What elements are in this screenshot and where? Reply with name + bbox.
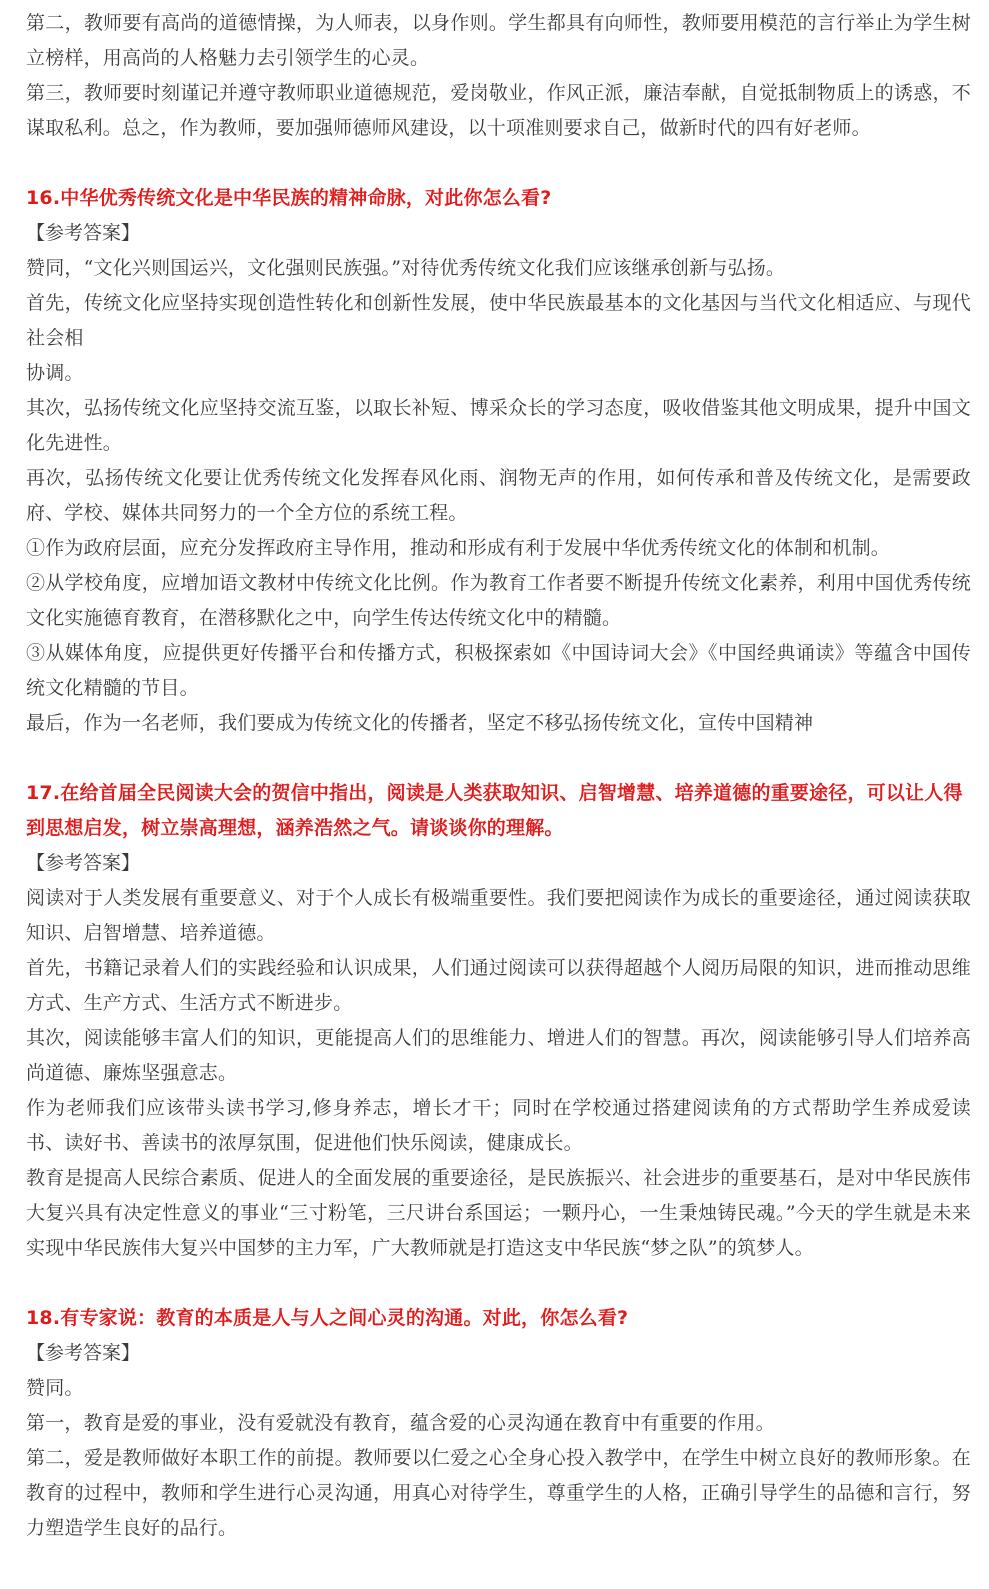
section-gap	[26, 741, 971, 776]
answer-paragraph: 第一，教育是爱的事业，没有爱就没有教育，蕴含爱的心灵沟通在教育中有重要的作用。	[26, 1412, 775, 1434]
section-gap	[26, 146, 971, 181]
answer-paragraph: 最后，作为一名老师，我们要成为传统文化的传播者，坚定不移弘扬传统文化，宣传中国精神	[26, 712, 814, 734]
section-16	[26, 181, 971, 741]
question-title: 17.在给首届全民阅读大会的贺信中指出，阅读是人类获取知识、启智增慧、培养道德的重要途径，可以让人得到思想启发，树立崇高理想，涵养浩然之气。请谈谈你的理解。	[26, 782, 963, 839]
answer-paragraph: 作为老师我们应该带头读书学习,修身养志，增长才干；同时在学校通过搭建阅读角的方式帮助学生养成爱读书、读好书、善读书的浓厚氛围，促进他们快乐阅读，健康成长。	[26, 1097, 971, 1154]
answer-paragraph: ②从学校角度，应增加语文教材中传统文化比例。作为教育工作者要不断提升传统文化素养，利用中国优秀传统文化实施德育教育，在潜移默化之中，向学生传达传统文化中的精髓。	[26, 572, 971, 629]
answer-paragraph: 第二，爱是教师做好本职工作的前提。教师要以仁爱之心全身心投入教学中，在学生中树立良好的教师形象。在教育的过程中，教师和学生进行心灵沟通，用真心对待学生，尊重学生的人格，正确引导学生的品德和言行，努力塑造学生良好的品行。	[26, 1447, 971, 1539]
answer-paragraph: ③从媒体角度，应提供更好传播平台和传播方式，积极探索如《中国诗词大会》《中国经典诵读》等蕴含中国传统文化精髓的节目。	[26, 642, 971, 699]
answer-label: 【参考答案】	[26, 852, 141, 874]
intro-paragraph: 第二，教师要有高尚的道德情操，为人师表，以身作则。学生都具有向师性，教师要用模范的言行举止为学生树立榜样，用高尚的人格魅力去引领学生的心灵。	[26, 12, 971, 69]
answer-paragraph: 赞同，“文化兴则国运兴，文化强则民族强。”对待优秀传统文化我们应该继承创新与弘扬。	[26, 257, 786, 279]
question-title: 18.有专家说：教育的本质是人与人之间心灵的沟通。对此，你怎么看?	[26, 1307, 629, 1329]
question-title: 16.中华优秀传统文化是中华民族的精神命脉，对此你怎么看?	[26, 187, 552, 209]
answer-paragraph: 协调。	[26, 362, 84, 384]
answer-paragraph: ①作为政府层面，应充分发挥政府主导作用，推动和形成有利于发展中华优秀传统文化的体制和机制。	[26, 537, 891, 559]
answer-paragraph: 其次，弘扬传统文化应坚持交流互鉴，以取长补短、博采众长的学习态度，吸收借鉴其他文明成果，提升中国文化先进性。	[26, 397, 971, 454]
section-18	[26, 1301, 971, 1546]
answer-paragraph: 再次，弘扬传统文化要让优秀传统文化发挥春风化雨、润物无声的作用，如何传承和普及传统文化，是需要政府、学校、媒体共同努力的一个全方位的系统工程。	[26, 467, 971, 524]
answer-paragraph: 首先，传统文化应坚持实现创造性转化和创新性发展，使中华民族最基本的文化基因与当代文化相适应、与现代社会相	[26, 292, 971, 349]
answer-label: 【参考答案】	[26, 222, 141, 244]
answer-paragraph: 教育是提高人民综合素质、促进人的全面发展的重要途径，是民族振兴、社会进步的重要基石，是对中华民族伟大复兴具有决定性意义的事业“三寸粉笔，三尺讲台系国运；一颗丹心，一生秉烛铸民魂。”今天的学生就是未来实现中华民族伟大复兴中国梦的主力军，广大教师就是打造这支中华民族“梦之队”的筑梦人。	[26, 1167, 971, 1259]
answer-paragraph: 阅读对于人类发展有重要意义、对于个人成长有极端重要性。我们要把阅读作为成长的重要途径，通过阅读获取知识、启智增慧、培养道德。	[26, 887, 971, 944]
answer-paragraph: 其次，阅读能够丰富人们的知识，更能提高人们的思维能力、增进人们的智慧。再次，阅读能够引导人们培养高尚道德、廉炼坚强意志。	[26, 1027, 971, 1084]
answer-label: 【参考答案】	[26, 1342, 141, 1364]
answer-paragraph: 赞同。	[26, 1377, 84, 1399]
answer-paragraph: 首先，书籍记录着人们的实践经验和认识成果，人们通过阅读可以获得超越个人阅历局限的知识，进而推动思维方式、生产方式、生活方式不断进步。	[26, 957, 971, 1014]
section-gap	[26, 1266, 971, 1301]
intro-paragraph: 第三，教师要时刻谨记并遵守教师职业道德规范，爱岗敬业，作风正派，廉洁奉献，自觉抵制物质上的诱惑，不谋取私利。总之，作为教师，要加强师德师风建设，以十项准则要求自己，做新时代的四有好老师。	[26, 82, 971, 139]
section-17	[26, 776, 971, 1266]
